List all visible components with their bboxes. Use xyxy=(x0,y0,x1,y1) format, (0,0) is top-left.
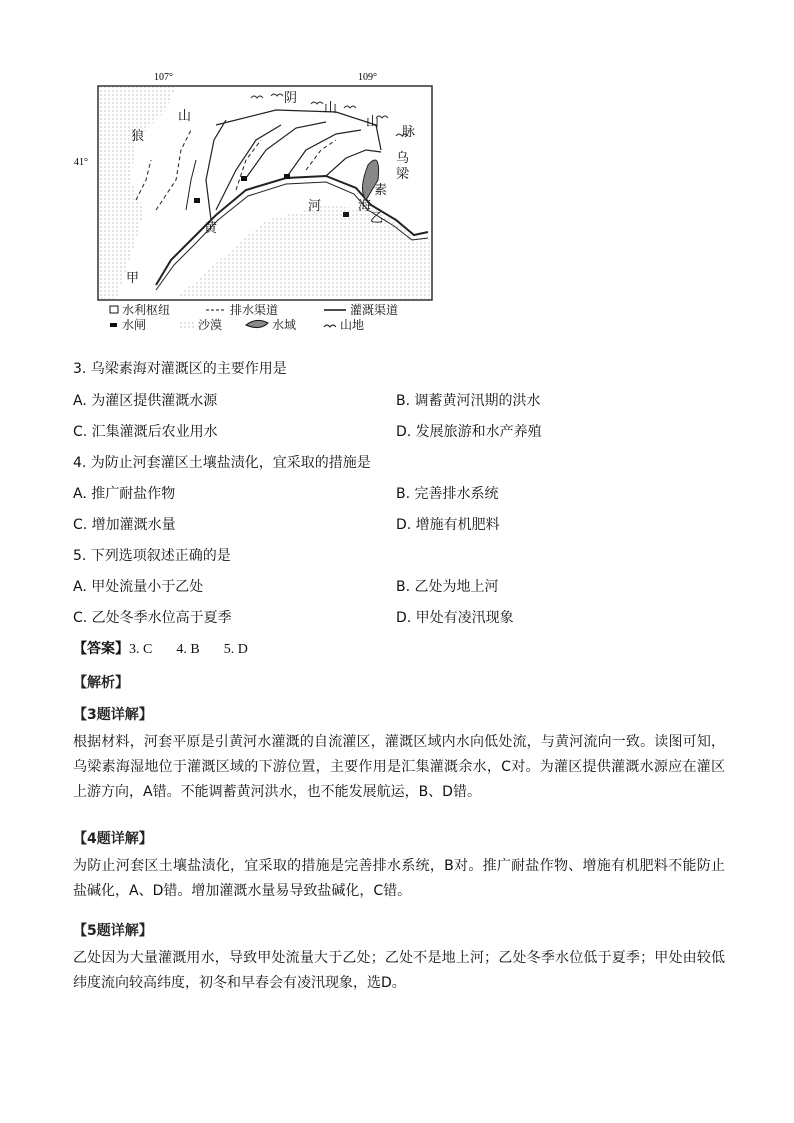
question-5-option-a: A. 甲处流量小于乙处 xyxy=(73,579,204,595)
map-legend xyxy=(110,302,398,332)
label-su: 素 xyxy=(374,183,388,198)
legend-water: 水域 xyxy=(272,318,297,332)
detail-4-text: 为防止河套区土壤盐渍化，宜采取的措施是完善排水系统，B对。推广耐盐作物、增施有机肥料不能防止盐碱化，A、D错。增加灌溉水量易导致盐碱化，C错。 xyxy=(73,858,725,899)
label-lang: 狼 xyxy=(131,129,145,144)
map-svg xyxy=(74,70,440,332)
irrigation-map xyxy=(74,70,440,332)
label-shan2: 山 xyxy=(366,115,380,130)
legend-drain: 排水渠道 xyxy=(230,303,279,317)
label-hai: 海 xyxy=(358,199,372,214)
lat-label-41: 41° xyxy=(74,157,88,168)
answer-4: 4. B xyxy=(176,642,200,657)
answer-5: 5. D xyxy=(223,642,248,657)
label-shan: 山 xyxy=(324,101,338,116)
label-mai: 脉 xyxy=(402,125,416,140)
detail-3-text: 根据材料，河套平原是引黄河水灌溉的自流灌区，灌溉区域内水向低处流，与黄河流向一致。读图可知，乌梁素海湿地位于灌溉区域的下游位置，主要作用是汇集灌溉余水，C对。为灌区提供灌溉水源应在灌区上游方向，A错。不能调蓄黄河洪水，也不能发展航运，B、D错。 xyxy=(73,734,725,800)
question-3-option-a: A. 为灌区提供灌溉水源 xyxy=(73,393,218,409)
lon-label-107: 107° xyxy=(154,72,173,83)
question-3-option-c: C. 汇集灌溉后农业用水 xyxy=(73,424,218,440)
question-5-option-d: D. 甲处有凌汛现象 xyxy=(396,610,514,626)
question-5-option-b: B. 乙处为地上河 xyxy=(396,579,499,595)
question-4-stem: 4. 为防止河套灌区土壤盐渍化，宜采取的措施是 xyxy=(73,455,371,471)
legend-desert: 沙漠 xyxy=(198,318,223,332)
detail-5-title: 【5题详解】 xyxy=(73,923,153,939)
answer-3: 3. C xyxy=(129,642,153,657)
answer-label: 【答案】 xyxy=(73,641,129,657)
detail-4-title: 【4题详解】 xyxy=(73,831,153,847)
label-wu: 乌 xyxy=(396,151,410,166)
question-5-option-c: C. 乙处冬季水位高于夏季 xyxy=(73,610,232,626)
legend-canal: 灌溉渠道 xyxy=(350,303,399,317)
label-jia: 甲 xyxy=(126,271,140,286)
detail-5-text: 乙处因为大量灌溉用水，导致甲处流量大于乙处；乙处不是地上河；乙处冬季水位低于夏季；甲处由较低纬度流向较高纬度，初冬和早春会有凌汛现象，选D。 xyxy=(73,950,725,991)
label-yi: 乙 xyxy=(370,211,384,226)
question-3-stem: 3. 乌梁素海对灌溉区的主要作用是 xyxy=(73,361,287,377)
question-4-option-c: C. 增加灌溉水量 xyxy=(73,517,176,533)
legend-sluice: 水闸 xyxy=(122,318,147,332)
label-he: 河 xyxy=(308,199,322,214)
label-huang: 黄 xyxy=(204,221,218,236)
label-yin: 阴 xyxy=(284,91,298,106)
question-4-option-d: D. 增施有机肥料 xyxy=(396,517,500,533)
label-shan3: 山 xyxy=(178,109,192,124)
question-4-option-a: A. 推广耐盐作物 xyxy=(73,486,176,502)
question-3-option-d: D. 发展旅游和水产养殖 xyxy=(396,424,542,440)
legend-mountain: 山地 xyxy=(340,318,365,332)
legend-hub: 水利枢纽 xyxy=(122,303,171,317)
detail-3-title: 【3题详解】 xyxy=(73,707,153,723)
question-4-option-b: B. 完善排水系统 xyxy=(396,486,499,502)
question-5-stem: 5. 下列选项叙述正确的是 xyxy=(73,548,231,564)
label-liang: 梁 xyxy=(396,167,410,182)
analysis-label: 【解析】 xyxy=(73,675,129,691)
question-3-option-b: B. 调蓄黄河汛期的洪水 xyxy=(396,393,541,409)
lon-label-109: 109° xyxy=(358,72,377,83)
answer-line xyxy=(73,640,248,659)
